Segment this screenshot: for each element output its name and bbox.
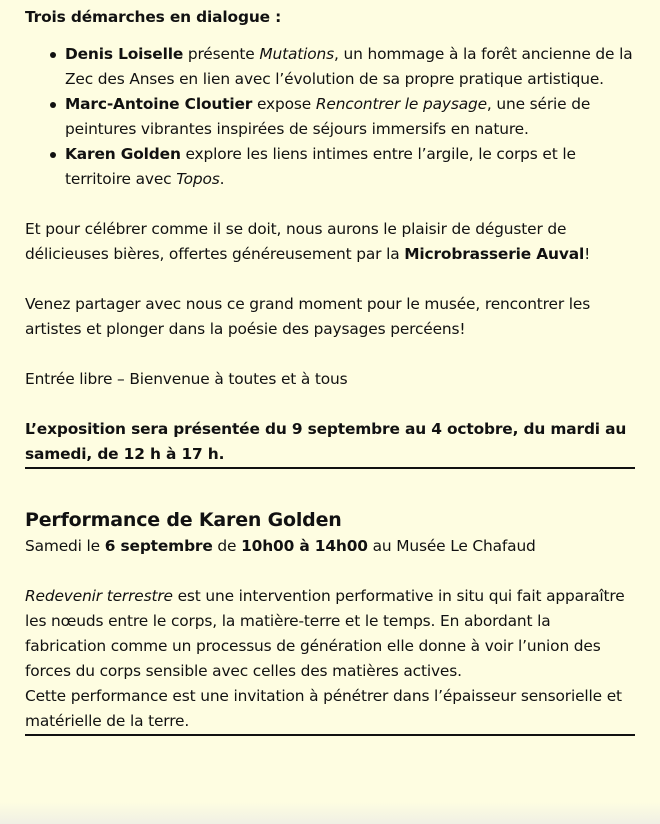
artwork-title: Rencontrer le paysage xyxy=(315,95,487,113)
artists-list xyxy=(25,42,635,192)
performance-desc-text: est une intervention performative in situ qui fait apparaître les nœuds entre le corps, la matière-terre et le temps. En abordant la fabrication comme un processus de génération elle donne à voir l’union des forces du corps sensible avec celles des matières actives. xyxy=(25,587,625,680)
performance-description xyxy=(25,584,635,684)
section-divider xyxy=(25,734,635,736)
date-day: 6 septembre xyxy=(104,537,213,555)
performance-section xyxy=(25,507,635,734)
performance-work-title: Redevenir terrestre xyxy=(25,587,173,605)
artist-name: Marc-Antoine Cloutier xyxy=(65,95,253,113)
date-prefix: Samedi le xyxy=(25,537,105,555)
artist-verb: expose xyxy=(252,95,316,113)
artwork-description: , un hommage à la forêt ancienne de la Zec des Anses en lien avec l’évolution de sa propre pratique artistique. xyxy=(65,45,633,88)
list-item xyxy=(65,142,635,192)
beer-end: ! xyxy=(584,245,591,263)
brewery-name: Microbrasserie Auval xyxy=(404,245,585,263)
beer-paragraph xyxy=(25,217,635,267)
dates-paragraph: L’exposition sera présentée du 9 septembre au 4 octobre, du mardi au samedi, de 12 h à 17 h. xyxy=(25,420,627,463)
invite-paragraph: Venez partager avec nous ce grand moment pour le musée, rencontrer les artistes et plonger dans la poésie des paysages percéens! xyxy=(25,295,591,338)
list-item xyxy=(65,42,635,92)
performance-date xyxy=(25,534,635,559)
artwork-description: , une série de peintures vibrantes inspirées de séjours immersifs en nature. xyxy=(65,95,591,138)
artist-name: Denis Loiselle xyxy=(65,45,184,63)
artist-verb: explore les liens intimes entre l’argile, le corps et le territoire avec xyxy=(65,145,576,188)
artist-name: Karen Golden xyxy=(65,145,181,163)
artist-verb: présente xyxy=(183,45,260,63)
performance-title: Performance de Karen Golden xyxy=(25,509,342,531)
artwork-description: . xyxy=(219,170,225,188)
performance-invitation: Cette performance est une invitation à pénétrer dans l’épaisseur sensorielle et matérielle de la terre. xyxy=(25,687,622,730)
exhibition-section xyxy=(25,0,635,467)
artwork-title: Mutations xyxy=(259,45,335,63)
section-divider xyxy=(25,467,635,469)
beer-text: Et pour célébrer comme il se doit, nous aurons le plaisir de déguster de délicieuses bières, offertes généreusement par la xyxy=(25,220,567,263)
bottom-shadow xyxy=(0,802,660,824)
section-heading: Trois démarches en dialogue : xyxy=(25,8,282,26)
date-mid: de xyxy=(212,537,242,555)
list-item xyxy=(65,92,635,142)
entry-paragraph: Entrée libre – Bienvenue à toutes et à tous xyxy=(25,370,348,388)
date-time: 10h00 à 14h00 xyxy=(241,537,368,555)
date-place: au Musée Le Chafaud xyxy=(367,537,536,555)
artwork-title: Topos xyxy=(176,170,220,188)
